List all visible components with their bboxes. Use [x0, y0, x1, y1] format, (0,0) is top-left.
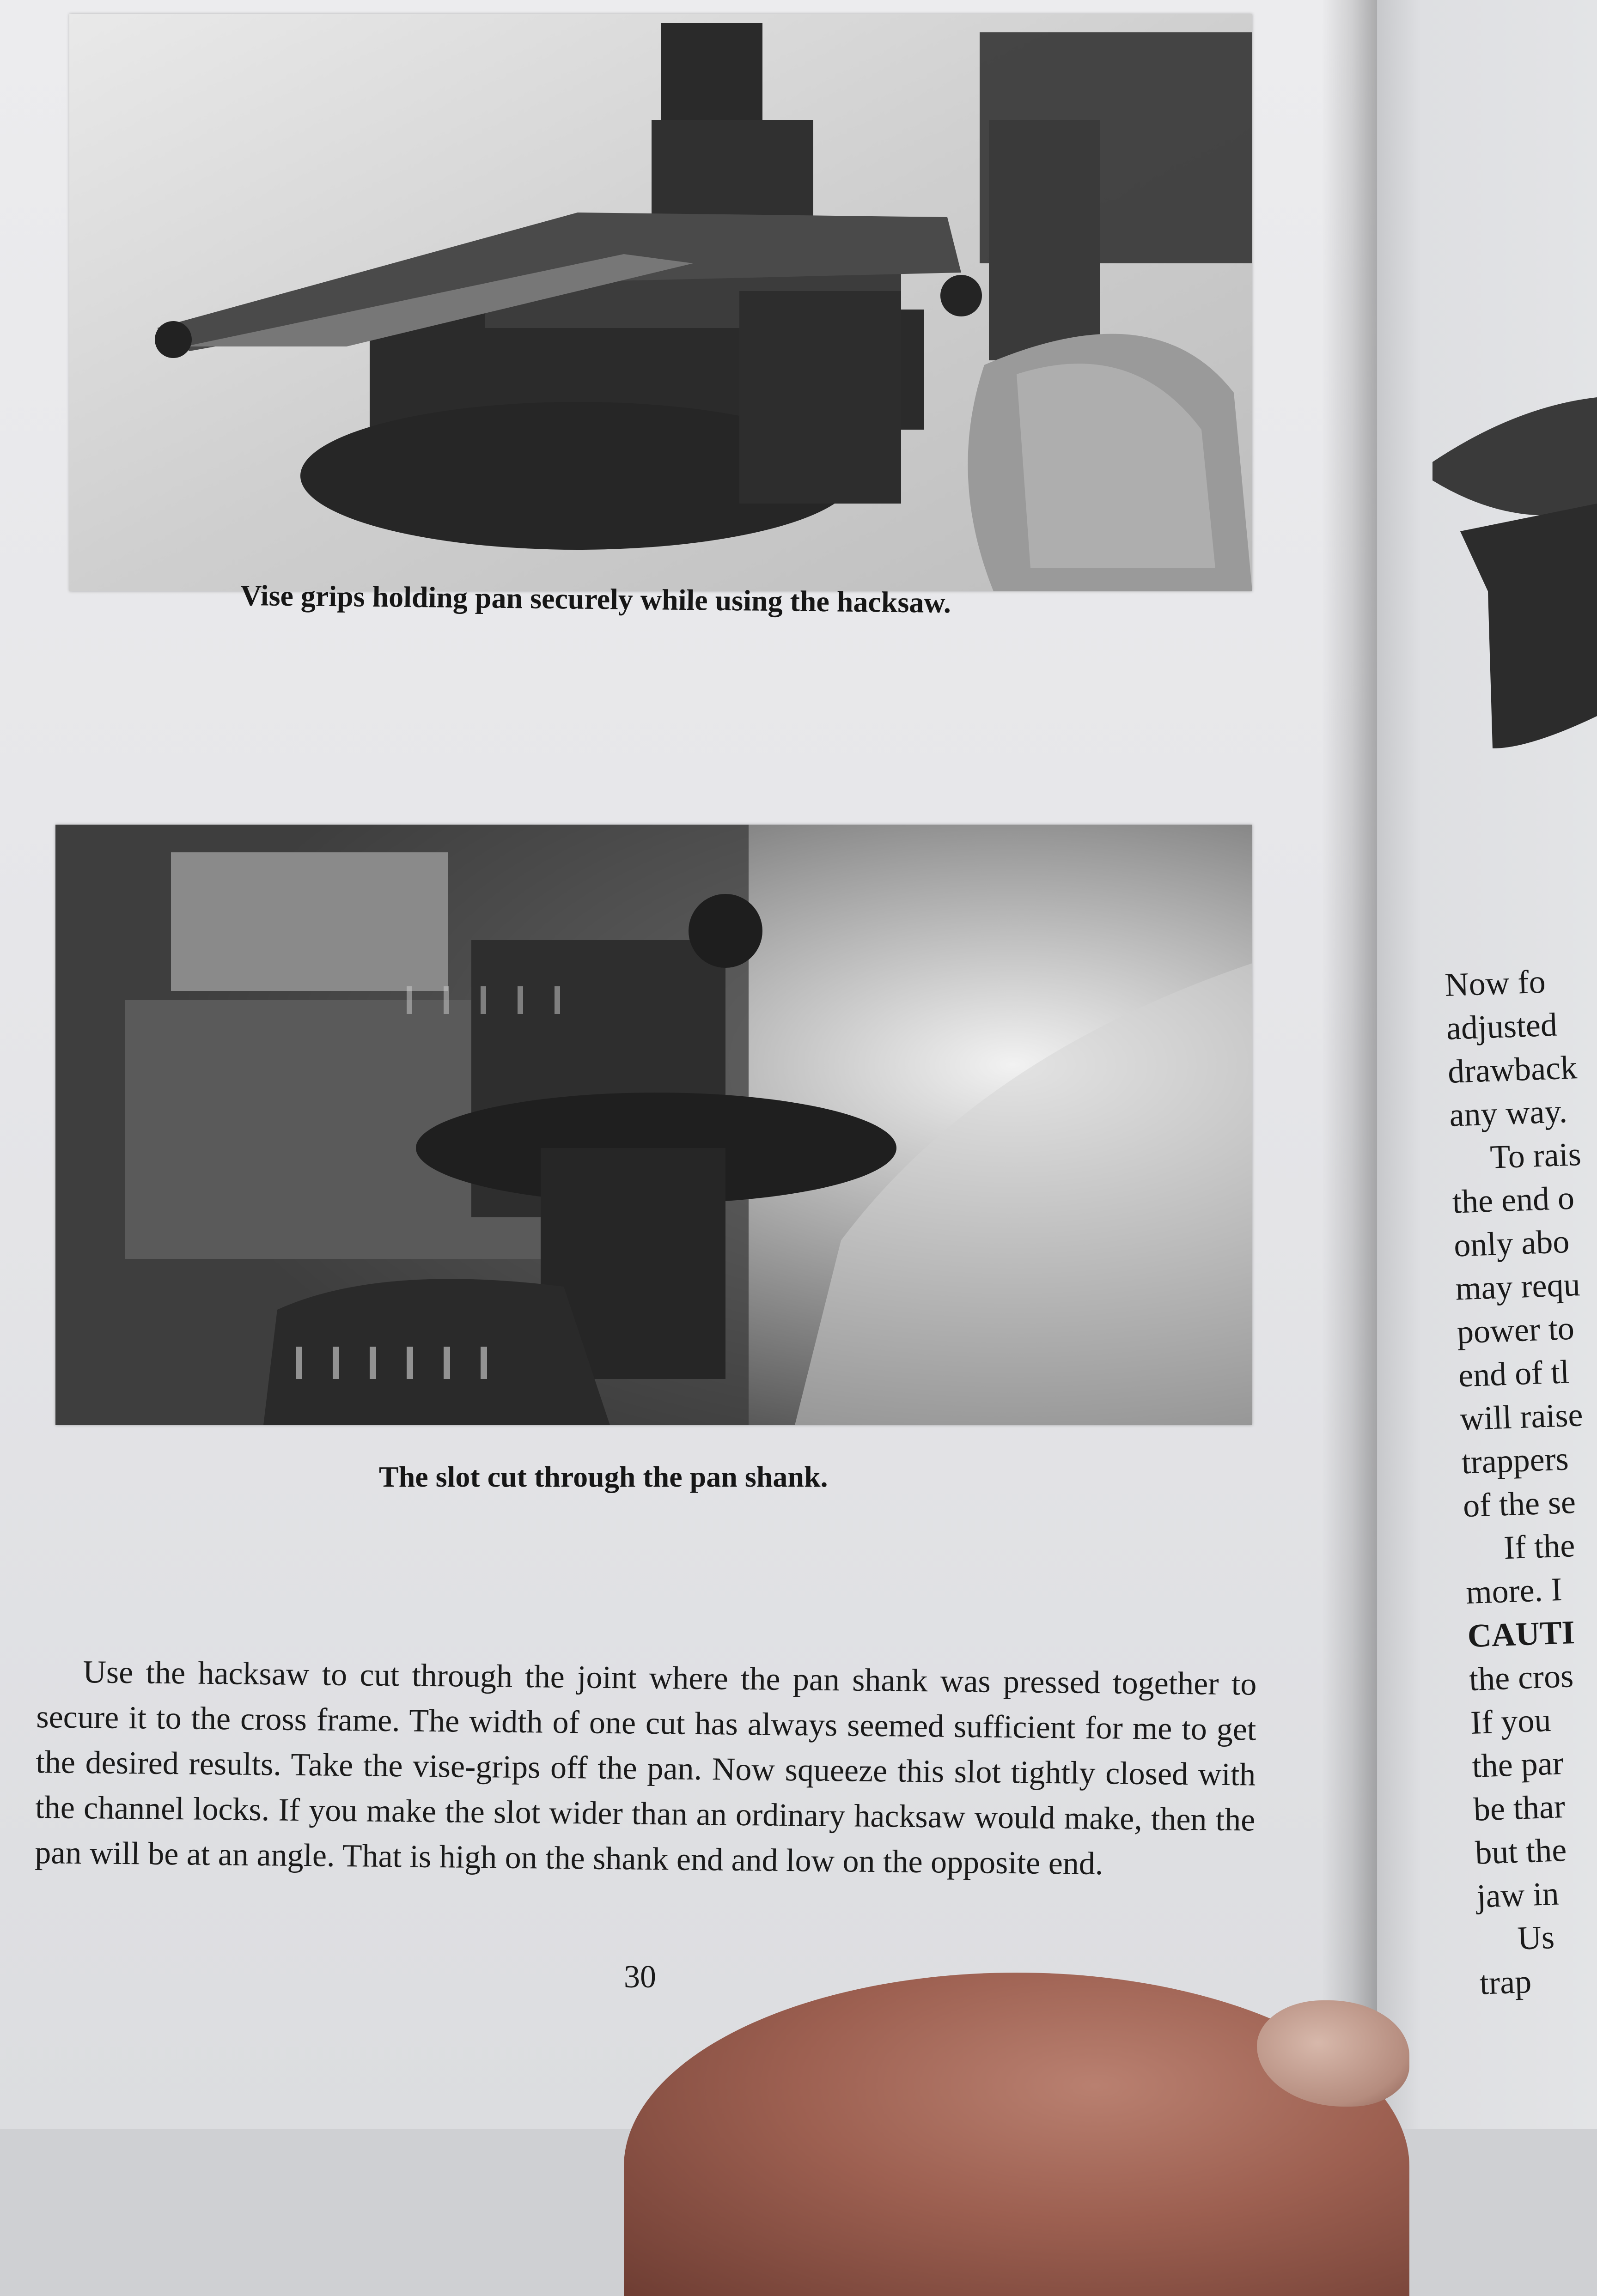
right-line: the cros	[1468, 1657, 1574, 1698]
right-line: end of tl	[1457, 1353, 1570, 1394]
right-line: any way.	[1449, 1092, 1568, 1134]
right-line: power to	[1456, 1309, 1575, 1351]
right-line: If you	[1470, 1701, 1552, 1741]
right-line: Us	[1517, 1918, 1555, 1957]
photo-vise-grips	[69, 14, 1252, 591]
right-line: the end o	[1451, 1179, 1575, 1221]
right-line: but the	[1474, 1831, 1567, 1871]
right-line: To rais	[1489, 1135, 1582, 1176]
figure-caption-2: The slot cut through the pan shank.	[379, 1460, 828, 1493]
right-line: may requ	[1455, 1266, 1581, 1307]
right-line: will raise	[1459, 1396, 1584, 1438]
right-line: drawback	[1447, 1049, 1578, 1090]
body-text	[35, 1649, 1257, 1889]
right-line: Now fo	[1444, 963, 1546, 1003]
right-line: If the	[1503, 1526, 1576, 1567]
body-paragraph: Use the hacksaw to cut through the joint where the pan shank was pressed together to secure it to the cross frame. The width of one cut has always seemed sufficient for me to get the desired results. Take the vise-grips off the pan. Now squeeze this slot tightly closed with the channel locks. If you make the slot wider than an ordinary hacksaw would make, then the pan will be at an angle. That is high on the shank end and low on the opposite end.	[34, 1654, 1257, 1882]
right-line: only abo	[1453, 1222, 1570, 1264]
right-line: of the se	[1462, 1483, 1577, 1525]
right-line: jaw in	[1476, 1875, 1560, 1915]
page-number: 30	[624, 1959, 656, 1995]
right-line: the par	[1471, 1744, 1564, 1785]
photo-slot-cut	[55, 825, 1252, 1425]
page-gutter-shadow	[1322, 0, 1377, 2129]
right-line: more. I	[1465, 1570, 1563, 1611]
right-line: CAUTI	[1467, 1614, 1576, 1655]
right-line: be thar	[1473, 1788, 1566, 1828]
right-line: trap	[1479, 1962, 1532, 2002]
right-line: adjusted	[1445, 1006, 1558, 1047]
figure-caption-1: Vise grips holding pan securely while using the hacksaw.	[240, 578, 951, 620]
right-line: trappers	[1461, 1440, 1569, 1481]
right-page-photo	[1377, 0, 1597, 785]
